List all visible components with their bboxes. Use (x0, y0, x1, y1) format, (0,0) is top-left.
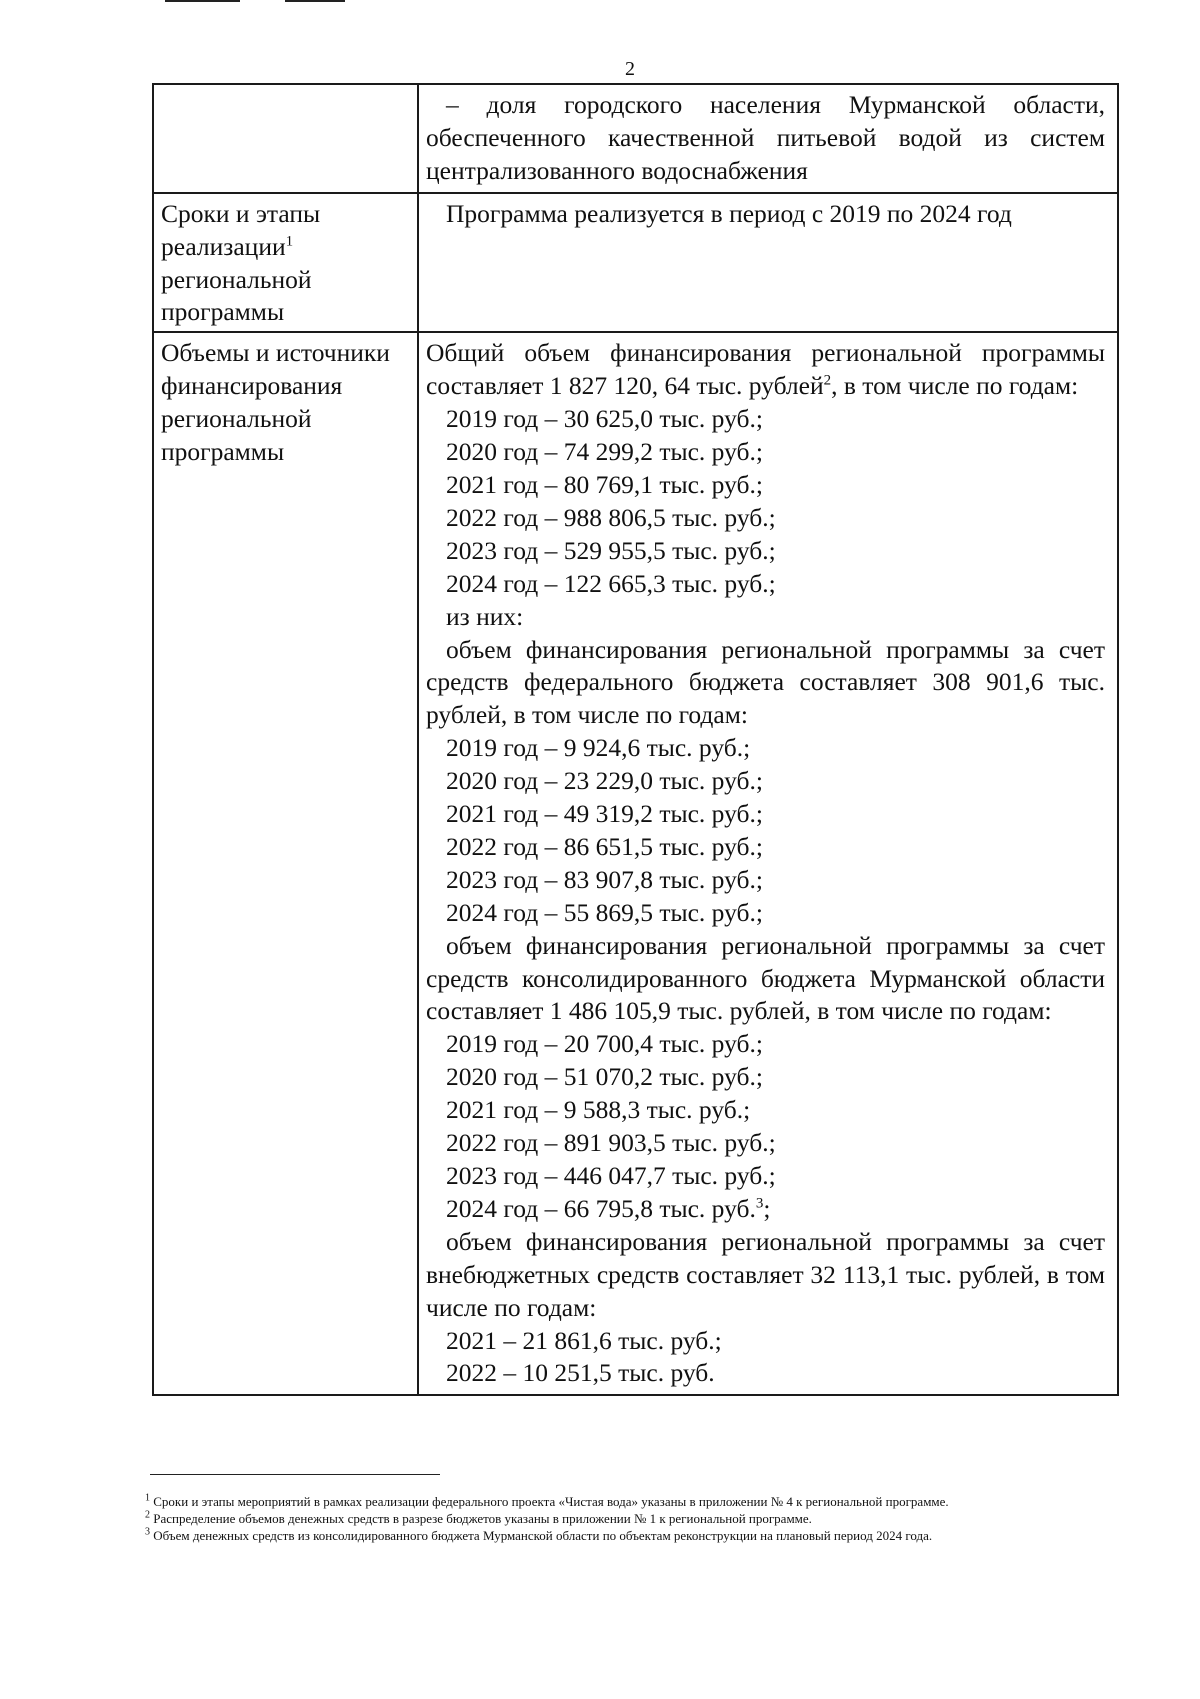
federal-years-list (426, 732, 1105, 929)
footnote-ref: 3 (755, 1195, 764, 1212)
footnote (145, 1510, 1110, 1527)
year-line: 2019 год – 20 700,4 тыс. руб.; (446, 1029, 763, 1059)
scan-mark (285, 0, 345, 2)
footnote-text: Распределение объемов денежных средств в разрезе бюджетов указаны в приложении № 1 к региональной программе. (153, 1511, 812, 1526)
table-row (153, 332, 1118, 1395)
footnote-mark: 2 (145, 1509, 150, 1521)
year-line: 2021 год – 49 319,2 тыс. руб.; (446, 799, 763, 829)
year-line: 2022 год – 891 903,5 тыс. руб.; (446, 1128, 776, 1158)
year-line: 2022 год – 86 651,5 тыс. руб.; (446, 831, 763, 861)
year-line: 2024 год – 66 795,8 тыс. руб.$^3$; (446, 1193, 771, 1223)
total-years-list (426, 403, 1105, 600)
footnote-ref: 1 (285, 233, 294, 250)
footnote-ref: 2 (823, 372, 832, 389)
scan-mark (165, 0, 240, 2)
year-line: 2021 – 21 861,6 тыс. руб.; (446, 1325, 722, 1355)
year-line: 2021 год – 9 588,3 тыс. руб.; (446, 1095, 751, 1125)
footnote-mark: 1 (145, 1492, 150, 1504)
of-them-label: из них: (446, 601, 524, 631)
footnote (145, 1493, 1110, 1510)
year-line: 2019 год – 30 625,0 тыс. руб.; (446, 404, 763, 434)
footnotes (145, 1493, 1110, 1544)
row-label-empty (153, 84, 418, 193)
row-label-terms (153, 193, 418, 333)
label-text: Сроки и этапы реализации (161, 198, 321, 261)
year-line: 2022 – 10 251,5 тыс. руб. (446, 1358, 715, 1388)
label-text: региональной программы (161, 264, 312, 327)
extrabudget-financing-paragraph: объем финансирования региональной программы за счет внебюджетных средств составляет 32 113,1 тыс. рублей, в том числе по годам: (426, 1226, 1105, 1322)
year-line: 2022 год – 988 806,5 тыс. руб.; (446, 502, 776, 532)
row-label-financing: Объемы и источники финансирования региональной программы (153, 332, 418, 1395)
federal-financing-paragraph: объем финансирования региональной программы за счет средств федерального бюджета составляет 308 901,6 тыс. рублей, в том числе по годам: (426, 634, 1105, 730)
indicator-text: – доля городского населения Мурманской области, обеспеченного качественной питьевой водой из систем централизованного водоснабжения (426, 90, 1105, 185)
footnote-separator (150, 1474, 440, 1475)
year-line: 2023 год – 529 955,5 тыс. руб.; (446, 535, 776, 565)
footnote-mark: 3 (145, 1526, 150, 1538)
consolidated-years-list (426, 1028, 1105, 1193)
year-line: 2019 год – 9 924,6 тыс. руб.; (446, 733, 751, 763)
year-line: 2024 год – 122 665,3 тыс. руб.; (446, 568, 776, 598)
footnote (145, 1527, 1110, 1544)
table-row (153, 84, 1118, 193)
financing-value (418, 332, 1118, 1395)
year-line: 2021 год – 80 769,1 тыс. руб.; (446, 469, 763, 499)
year-line: 2020 год – 51 070,2 тыс. руб.; (446, 1062, 763, 1092)
footnote-text: Объем денежных средств из консолидированного бюджета Мурманской области по объектам реконструкции на плановый период 2024 года. (153, 1528, 933, 1543)
extrabudget-years-list (426, 1325, 1105, 1391)
year-line: 2023 год – 446 047,7 тыс. руб.; (446, 1161, 776, 1190)
page-number: 2 (625, 58, 635, 80)
indicator-cell (418, 84, 1118, 193)
year-line: 2024 год – 55 869,5 тыс. руб.; (446, 897, 763, 927)
consolidated-financing-paragraph: объем финансирования региональной программы за счет средств консолидированного бюджета Мурманской области составляет 1 486 105,9 тыс. рублей, в том числе по годам: (426, 930, 1105, 1026)
year-line: 2020 год – 23 229,0 тыс. руб.; (446, 766, 763, 796)
terms-value: Программа реализуется в период с 2019 по 2024 год (418, 193, 1118, 333)
total-financing-paragraph: Общий объем финансирования региональной программы составляет 1 827 120, 64 тыс. рублей$^2$, в том числе по годам: (426, 338, 1105, 401)
year-line: 2023 год – 83 907,8 тыс. руб.; (446, 864, 763, 894)
year-line: 2020 год – 74 299,2 тыс. руб.; (446, 437, 763, 467)
program-passport-table (152, 83, 1119, 1396)
footnote-text: Сроки и этапы мероприятий в рамках реализации федерального проекта «Чистая вода» указаны в приложении № 4 к региональной программе. (153, 1494, 949, 1509)
table-row (153, 193, 1118, 333)
